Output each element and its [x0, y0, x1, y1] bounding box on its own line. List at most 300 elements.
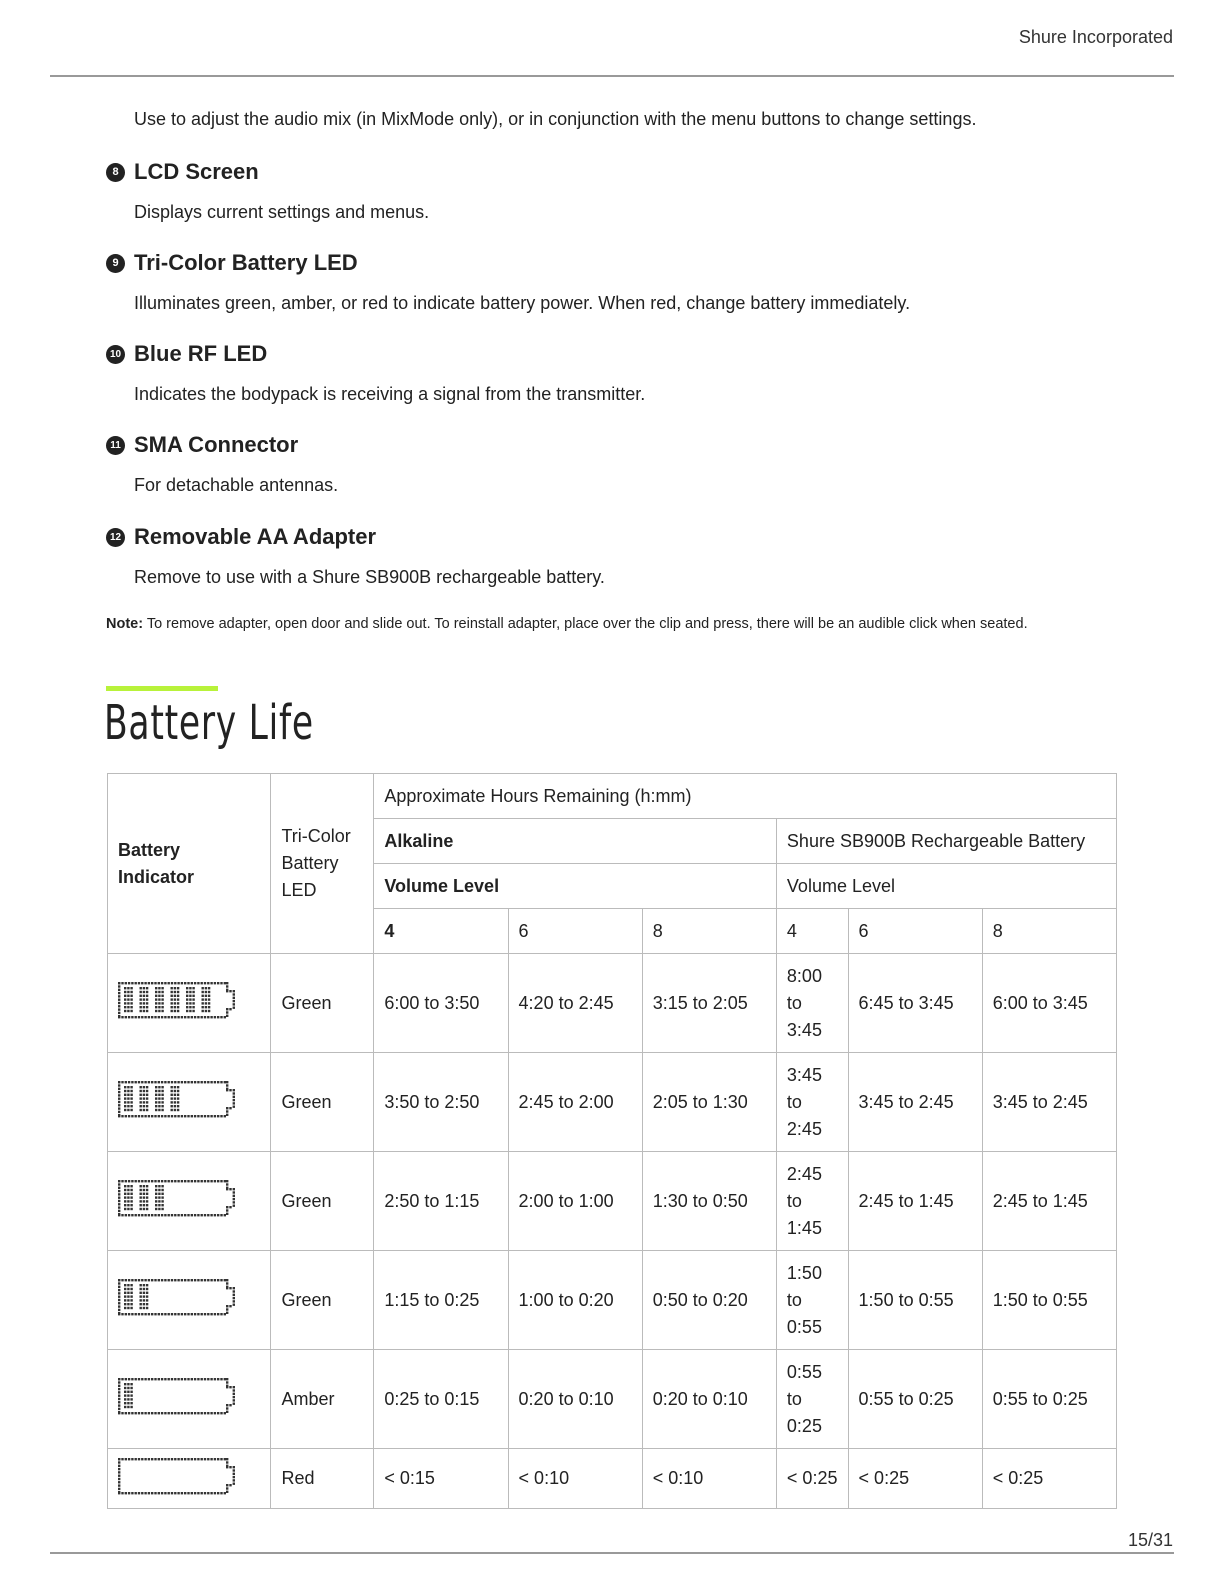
battery-outline-dot	[177, 1180, 179, 1182]
battery-level-dot	[158, 1109, 160, 1111]
battery-level-dot	[155, 1196, 157, 1198]
battery-level-dot	[208, 998, 210, 1000]
battery-level-dot	[143, 995, 145, 997]
battery-outline-dot	[224, 1313, 226, 1315]
battery-terminal-dot	[233, 1396, 235, 1398]
battery-level-dot	[208, 995, 210, 997]
battery-terminal-dot	[233, 993, 235, 995]
battery-level-dot	[146, 1204, 148, 1206]
battery-terminal-dot	[233, 1297, 235, 1299]
battery-outline-dot	[148, 1412, 150, 1414]
battery-outline-dot	[177, 1458, 179, 1460]
battery-level-dot	[177, 1094, 179, 1096]
led-color: Green	[271, 954, 374, 1053]
battery-level-dot	[124, 987, 126, 989]
battery-level-dot	[155, 1010, 157, 1012]
battery-outline-dot	[168, 1115, 170, 1117]
battery-level-dot	[161, 1189, 163, 1191]
battery-outline-dot	[174, 1378, 176, 1380]
battery-level-dot	[127, 998, 129, 1000]
battery-outline-dot	[226, 1458, 228, 1460]
battery-level-dot	[130, 1295, 132, 1297]
battery-outline-dot	[154, 1214, 156, 1216]
battery-outline-dot	[220, 1313, 222, 1315]
battery-outline-dot	[138, 1458, 140, 1460]
battery-outline-dot	[194, 1115, 196, 1117]
battery-level-dot	[143, 1094, 145, 1096]
battery-outline-dot	[125, 1115, 127, 1117]
battery-outline-dot	[161, 1214, 163, 1216]
value-part: to	[786, 1289, 802, 1310]
battery-outline-dot	[121, 1313, 123, 1315]
battery-level-dot	[177, 998, 179, 1000]
battery-outline-dot	[214, 1412, 216, 1414]
battery-level-dot	[130, 1101, 132, 1103]
battery-outline-dot	[148, 1492, 150, 1494]
battery-outline-dot	[118, 1107, 120, 1109]
battery-level-dot	[124, 1394, 126, 1396]
battery-outline-dot	[184, 1016, 186, 1018]
battery-outline-dot	[151, 1180, 153, 1182]
value-part: to	[786, 992, 802, 1013]
battery-level-dot	[158, 1006, 160, 1008]
battery-level-dot	[161, 991, 163, 993]
battery-outline-dot	[194, 1214, 196, 1216]
battery-level-dot	[127, 1406, 129, 1408]
table-header-row	[108, 774, 1117, 819]
battery-level-dot	[124, 1406, 126, 1408]
battery-level-dot	[140, 1002, 142, 1004]
battery-outline-dot	[164, 1279, 166, 1281]
battery-outline-dot	[187, 982, 189, 984]
battery-outline-dot	[141, 1115, 143, 1117]
battery-outline-dot	[131, 1081, 133, 1083]
battery-outline-dot	[171, 1180, 173, 1182]
battery-level-dot	[124, 1006, 126, 1008]
battery-outline-dot	[161, 1313, 163, 1315]
value-part: to	[786, 1190, 802, 1211]
battery-outline-dot	[118, 1213, 120, 1215]
battery-outline-dot	[181, 1458, 183, 1460]
table-row	[108, 1152, 1117, 1251]
battery-level-dot	[146, 1010, 148, 1012]
battery-terminal-dot	[233, 1195, 235, 1197]
battery-outline-dot	[184, 1081, 186, 1083]
battery-outline-dot	[154, 982, 156, 984]
battery-terminal-dot	[233, 1386, 235, 1388]
battery-outline-dot	[220, 1279, 222, 1281]
battery-terminal-dot	[233, 1466, 235, 1468]
battery-outline-dot	[197, 1279, 199, 1281]
battery-outline-dot	[135, 1279, 137, 1281]
battery-level-dot	[174, 1006, 176, 1008]
battery-level-dot	[143, 1002, 145, 1004]
alkaline-vol-8: < 0:10	[642, 1449, 776, 1509]
battery-outline-dot	[151, 1016, 153, 1018]
battery-level-dot	[146, 1307, 148, 1309]
battery-level-dot	[205, 1002, 207, 1004]
battery-outline-dot	[177, 1115, 179, 1117]
battery-outline-dot	[161, 1412, 163, 1414]
battery-level-dot	[124, 1090, 126, 1092]
battery-outline-dot	[151, 1279, 153, 1281]
battery-level-dot	[192, 995, 194, 997]
battery-outline-dot	[144, 1214, 146, 1216]
battery-outline-dot	[224, 982, 226, 984]
heading-lcd-screen	[106, 159, 259, 185]
battery-terminal-dot	[233, 1188, 235, 1190]
battery-level-dot	[130, 987, 132, 989]
battery-outline-dot	[214, 1492, 216, 1494]
battery-level-dot	[140, 1204, 142, 1206]
battery-outline-dot	[226, 1011, 228, 1013]
battery-level-dot	[205, 998, 207, 1000]
battery-outline-dot	[141, 1378, 143, 1380]
note-text: To remove adapter, open door and slide out. To reinstall adapter, place over the clip and press, there will be an audible click when seated.	[146, 616, 1028, 632]
battery-level-dot	[146, 1299, 148, 1301]
header-company: Shure Incorporated	[1018, 27, 1173, 47]
battery-outline-dot	[164, 1492, 166, 1494]
battery-terminal-dot	[233, 990, 235, 992]
battery-level-dot	[177, 1109, 179, 1111]
battery-outline-dot	[194, 1279, 196, 1281]
battery-outline-dot	[138, 1492, 140, 1494]
battery-outline-dot	[187, 1279, 189, 1281]
battery-outline-dot	[224, 1458, 226, 1460]
battery-outline-dot	[207, 1016, 209, 1018]
battery-level-dot	[189, 987, 191, 989]
battery-outline-dot	[207, 1412, 209, 1414]
battery-level-dot	[143, 1288, 145, 1290]
battery-terminal-dot	[226, 1305, 228, 1307]
header-led-line: LED	[281, 880, 317, 900]
battery-level-dot	[127, 1002, 129, 1004]
alkaline-vol-4: 1:15 to 0:25	[374, 1251, 508, 1350]
battery-level-dot	[130, 1097, 132, 1099]
battery-outline-dot	[197, 1412, 199, 1414]
battery-outline-dot	[210, 1412, 212, 1414]
header-volume-level-alkaline: Volume Level	[374, 864, 777, 909]
battery-outline-dot	[177, 1378, 179, 1380]
battery-level-dot	[124, 1185, 126, 1187]
heading-tri-color-battery-led	[106, 250, 358, 276]
battery-outline-dot	[135, 1180, 137, 1182]
battery-outline-dot	[181, 1180, 183, 1182]
battery-level-dot	[192, 1002, 194, 1004]
battery-level-dot	[186, 987, 188, 989]
battery-outline-dot	[128, 1016, 130, 1018]
battery-outline-dot	[158, 1378, 160, 1380]
battery-outline-dot	[181, 1492, 183, 1494]
battery-outline-dot	[138, 1180, 140, 1182]
battery-terminal-dot	[229, 1404, 231, 1406]
battery-outline-dot	[118, 1111, 120, 1113]
battery-level-dot	[174, 1086, 176, 1088]
battery-level-dot	[127, 1185, 129, 1187]
battery-level-dot	[158, 991, 160, 993]
number-badge-icon: 8	[106, 163, 125, 182]
battery-level-dot	[140, 1189, 142, 1191]
battery-outline-dot	[141, 1016, 143, 1018]
battery-level-dot	[205, 987, 207, 989]
battery-level-dot	[202, 991, 204, 993]
battery-level-dot	[130, 1402, 132, 1404]
battery-outline-dot	[118, 1381, 120, 1383]
battery-level-dot	[161, 1002, 163, 1004]
battery-outline-dot	[194, 1458, 196, 1460]
battery-level-dot	[171, 1002, 173, 1004]
battery-outline-dot	[135, 1016, 137, 1018]
battery-outline-dot	[118, 995, 120, 997]
battery-level-dot	[124, 1109, 126, 1111]
battery-level-dot	[177, 995, 179, 997]
battery-outline-dot	[118, 1391, 120, 1393]
battery-indicator-cell	[108, 1350, 271, 1449]
battery-level-dot	[155, 1109, 157, 1111]
battery-level-dot	[208, 1010, 210, 1012]
battery-level-dot	[143, 1010, 145, 1012]
battery-level-dot	[158, 1105, 160, 1107]
battery-level-dot	[158, 1208, 160, 1210]
battery-outline-dot	[197, 1492, 199, 1494]
battery-outline-dot	[118, 1203, 120, 1205]
battery-outline-dot	[226, 1081, 228, 1083]
battery-terminal-dot	[229, 1484, 231, 1486]
battery-level-dot	[124, 1086, 126, 1088]
alkaline-vol-4: 2:50 to 1:15	[374, 1152, 508, 1251]
heading-removable-aa-adapter	[106, 524, 376, 550]
battery-outline-dot	[138, 1081, 140, 1083]
item-description: Illuminates green, amber, or red to indicate battery power. When red, change battery immediately.	[134, 293, 911, 313]
battery-outline-dot	[220, 1492, 222, 1494]
battery-level-dot	[140, 1208, 142, 1210]
battery-level-dot	[143, 998, 145, 1000]
battery-level-dot	[130, 1406, 132, 1408]
rechargeable-vol-4	[776, 1350, 848, 1449]
battery-level-dot	[174, 995, 176, 997]
led-color: Green	[271, 1152, 374, 1251]
battery-terminal-dot	[226, 990, 228, 992]
battery-level-dot	[143, 1090, 145, 1092]
battery-level-dot	[177, 1002, 179, 1004]
battery-outline-dot	[125, 982, 127, 984]
battery-level-dot	[202, 1010, 204, 1012]
item-description: Indicates the bodypack is receiving a signal from the transmitter.	[134, 384, 646, 404]
battery-outline-dot	[220, 1412, 222, 1414]
value-part: 1:50	[786, 1262, 822, 1283]
battery-level-dot	[143, 1097, 145, 1099]
battery-outline-dot	[214, 1313, 216, 1315]
battery-outline-dot	[217, 1081, 219, 1083]
battery-outline-dot	[224, 1214, 226, 1216]
table-row	[108, 1251, 1117, 1350]
battery-level-dot	[130, 995, 132, 997]
heading-blue-rf-led	[106, 341, 267, 367]
battery-terminal-dot	[229, 1206, 231, 1208]
header-led-line: Tri-Color	[281, 826, 351, 846]
battery-level-dot	[124, 1299, 126, 1301]
page-number: 15/31	[1127, 1530, 1173, 1550]
table-row	[108, 1350, 1117, 1449]
battery-outline-dot	[121, 1492, 123, 1494]
battery-outline-dot	[151, 1214, 153, 1216]
battery-outline-dot	[118, 1404, 120, 1406]
battery-level-dot	[130, 1292, 132, 1294]
battery-level-dot	[127, 987, 129, 989]
battery-level-dot	[127, 1193, 129, 1195]
battery-outline-dot	[184, 1412, 186, 1414]
battery-terminal-dot	[226, 1386, 228, 1388]
battery-level-dot	[161, 1086, 163, 1088]
battery-level-dot	[192, 991, 194, 993]
battery-level-dot	[146, 1105, 148, 1107]
battery-level-dot	[127, 1094, 129, 1096]
battery-outline-dot	[187, 1492, 189, 1494]
battery-outline-dot	[125, 1180, 127, 1182]
battery-outline-dot	[138, 1115, 140, 1117]
battery-level-dot	[127, 991, 129, 993]
battery-level-dot	[186, 1006, 188, 1008]
battery-outline-dot	[226, 1114, 228, 1116]
battery-level-dot	[127, 1010, 129, 1012]
battery-level-dot	[130, 1002, 132, 1004]
battery-level-dot	[143, 1189, 145, 1191]
battery-outline-dot	[187, 1081, 189, 1083]
battery-level-dot	[143, 1185, 145, 1187]
battery-outline-dot	[226, 1378, 228, 1380]
battery-outline-dot	[118, 1084, 120, 1086]
battery-outline-dot	[177, 1412, 179, 1414]
battery-level-dot	[143, 1200, 145, 1202]
battery-outline-dot	[181, 1412, 183, 1414]
battery-level-dot	[130, 1208, 132, 1210]
battery-level-dot	[158, 1193, 160, 1195]
battery-outline-dot	[191, 1378, 193, 1380]
battery-level-dot	[140, 998, 142, 1000]
battery-outline-dot	[131, 1378, 133, 1380]
battery-level-dot	[140, 1288, 142, 1290]
battery-level-dot	[205, 991, 207, 993]
alkaline-vol-4: 3:50 to 2:50	[374, 1053, 508, 1152]
battery-level-dot	[143, 1299, 145, 1301]
battery-terminal-dot	[233, 1089, 235, 1091]
battery-level-dot	[140, 1196, 142, 1198]
battery-level-dot	[140, 1185, 142, 1187]
battery-outline-dot	[201, 1378, 203, 1380]
rechargeable-vol-6: < 0:25	[848, 1449, 982, 1509]
battery-level-dot	[124, 1200, 126, 1202]
battery-outline-dot	[118, 1484, 120, 1486]
battery-level-dot	[124, 1010, 126, 1012]
alkaline-vol-6: 1:00 to 0:20	[508, 1251, 642, 1350]
battery-outline-dot	[118, 1305, 120, 1307]
battery-outline-dot	[168, 1458, 170, 1460]
battery-outline-dot	[118, 1408, 120, 1410]
battery-level-dot	[174, 987, 176, 989]
battery-level-dot	[155, 998, 157, 1000]
battery-outline-dot	[226, 1461, 228, 1463]
battery-outline-dot	[144, 982, 146, 984]
battery-outline-dot	[214, 982, 216, 984]
battery-outline-dot	[201, 1492, 203, 1494]
battery-outline-dot	[210, 1279, 212, 1281]
battery-level-dot	[130, 1086, 132, 1088]
rechargeable-vol-8: 2:45 to 1:45	[982, 1152, 1116, 1251]
battery-level-dot	[140, 1299, 142, 1301]
battery-outline-dot	[118, 1180, 120, 1182]
battery-level-dot	[127, 1292, 129, 1294]
battery-outline-dot	[144, 1115, 146, 1117]
battery-outline-dot	[161, 1081, 163, 1083]
alkaline-vol-4: < 0:15	[374, 1449, 508, 1509]
battery-level-dot	[130, 1284, 132, 1286]
battery-outline-dot	[174, 1458, 176, 1460]
battery-outline-dot	[210, 1313, 212, 1315]
battery-outline-dot	[151, 1378, 153, 1380]
battery-level-dot	[146, 991, 148, 993]
battery-outline-dot	[118, 1098, 120, 1100]
battery-outline-dot	[144, 1378, 146, 1380]
battery-level-dot	[202, 987, 204, 989]
battery-level-dot	[140, 1292, 142, 1294]
number-badge-icon: 11	[106, 436, 125, 455]
battery-level-dot	[146, 1090, 148, 1092]
battery-outline-dot	[197, 1180, 199, 1182]
battery-level-dot	[146, 1208, 148, 1210]
battery-outline-dot	[184, 982, 186, 984]
item-description: Remove to use with a Shure SB900B rechargeable battery.	[134, 567, 605, 587]
header-level: 4	[776, 909, 848, 954]
battery-terminal-dot	[233, 1389, 235, 1391]
battery-outline-dot	[161, 1279, 163, 1281]
rechargeable-vol-8: 0:55 to 0:25	[982, 1350, 1116, 1449]
header-battery-indicator: Battery Indicator	[108, 774, 271, 954]
battery-terminal-dot	[229, 990, 231, 992]
battery-outline-dot	[217, 1412, 219, 1414]
battery-level-dot	[161, 1200, 163, 1202]
battery-outline-dot	[158, 1279, 160, 1281]
battery-outline-dot	[118, 1312, 120, 1314]
battery-outline-dot	[118, 1398, 120, 1400]
battery-terminal-dot	[233, 1290, 235, 1292]
battery-level-dot	[155, 1097, 157, 1099]
battery-outline-dot	[168, 982, 170, 984]
battery-outline-dot	[118, 1302, 120, 1304]
battery-outline-dot	[226, 1407, 228, 1409]
battery-level-dot	[171, 987, 173, 989]
battery-outline-dot	[121, 982, 123, 984]
battery-level-dot	[140, 1295, 142, 1297]
battery-outline-dot	[181, 1214, 183, 1216]
battery-outline-dot	[118, 1002, 120, 1004]
battery-level-dot	[161, 987, 163, 989]
battery-level-dot	[161, 1193, 163, 1195]
battery-indicator-icon	[116, 1075, 236, 1121]
battery-terminal-dot	[226, 1404, 228, 1406]
battery-level-dot	[140, 995, 142, 997]
battery-outline-dot	[118, 1385, 120, 1387]
battery-level-dot	[127, 1204, 129, 1206]
battery-indicator-icon	[116, 976, 236, 1022]
battery-terminal-dot	[233, 997, 235, 999]
battery-level-dot	[130, 1200, 132, 1202]
battery-outline-dot	[121, 1458, 123, 1460]
battery-level-dot	[158, 1097, 160, 1099]
battery-level-dot	[177, 1101, 179, 1103]
battery-level-dot	[161, 1196, 163, 1198]
battery-outline-dot	[217, 982, 219, 984]
battery-outline-dot	[164, 1412, 166, 1414]
